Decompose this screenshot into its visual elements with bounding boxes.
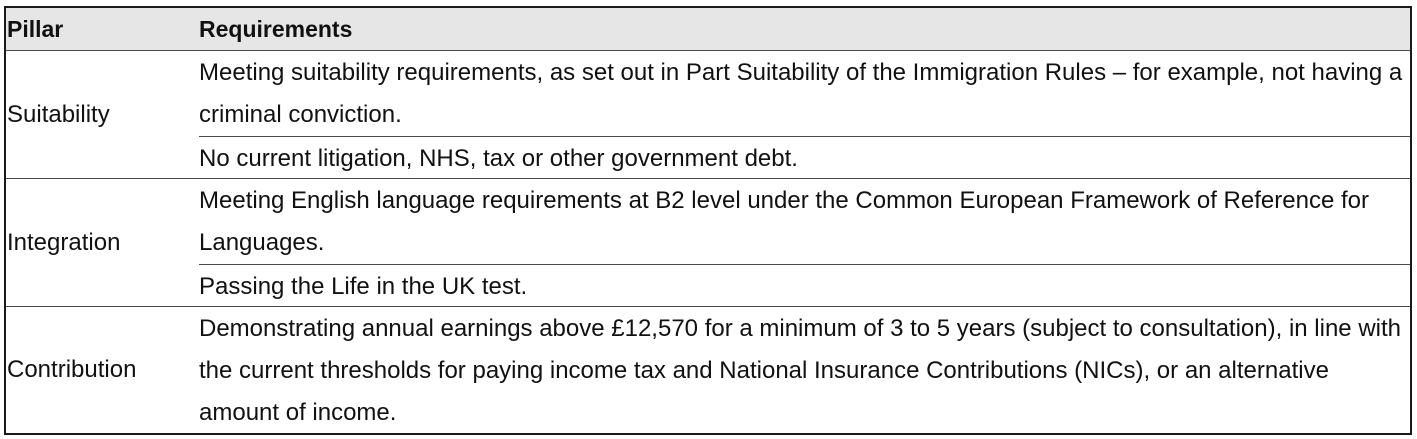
requirement-cell: Passing the Life in the UK test. xyxy=(199,264,1410,306)
pillar-cell-suitability: Suitability xyxy=(7,100,110,128)
requirement-cell: Meeting English language requirements at B2 level under the Common European Framework of Reference for Languages. xyxy=(199,187,1369,256)
pillar-cell-integration: Integration xyxy=(7,228,121,256)
header-requirements: Requirements xyxy=(199,16,353,42)
requirement-cell: Demonstrating annual earnings above £12,570 for a minimum of 3 to 5 years (subject to consultation), in line with the current thresholds for paying income tax and National Insurance Contributions (NICs), or an alternative amount of income. xyxy=(199,315,1401,426)
requirement-cell: Meeting suitability requirements, as set out in Part Suitability of the Immigration Rules – for example, not having a criminal conviction. xyxy=(199,59,1403,128)
pillar-cell-contribution: Contribution xyxy=(7,356,137,383)
table-row-group-suitability xyxy=(6,51,1410,179)
header-pillar: Pillar xyxy=(7,16,64,42)
table-row-group-integration xyxy=(6,179,1410,307)
table-header-row xyxy=(6,8,1410,51)
table-row-group-contribution xyxy=(6,307,1410,433)
requirements-table xyxy=(4,6,1412,435)
requirement-cell: No current litigation, NHS, tax or other government debt. xyxy=(199,136,1410,178)
